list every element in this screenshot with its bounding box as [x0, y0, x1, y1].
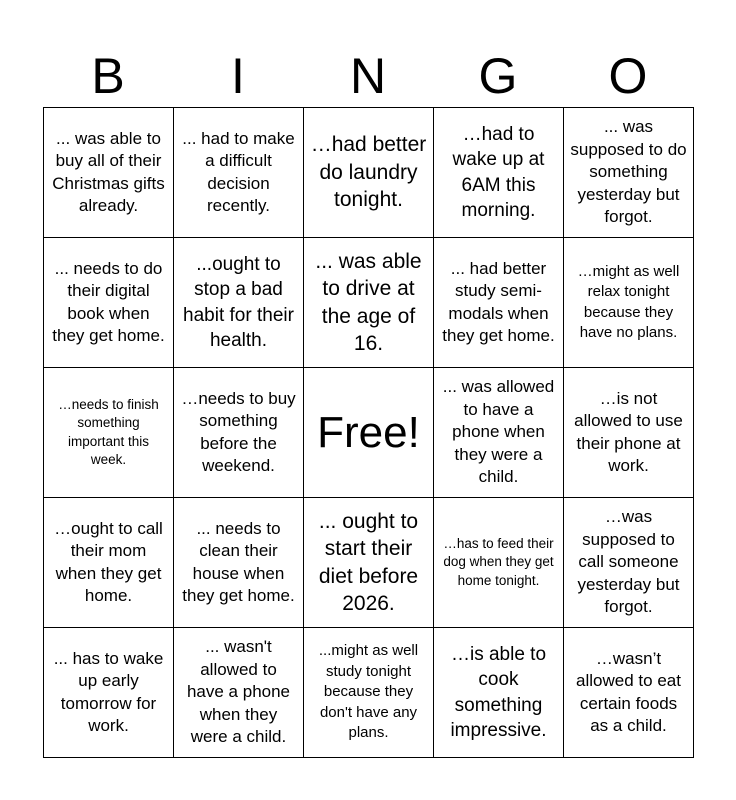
header-letter-b: B: [91, 48, 125, 104]
bingo-cell-text: ... was supposed to do something yesterday but forgot.: [570, 117, 687, 227]
bingo-cell-text: …had to wake up at 6AM this morning.: [452, 123, 545, 221]
bingo-cell-r4-c4: [434, 498, 564, 628]
bingo-cell-text: …is able to cook something impressive.: [450, 643, 547, 741]
bingo-cell-text: …is not allowed to use their phone at work.: [574, 388, 683, 475]
free-space-text: Free!: [317, 407, 420, 457]
bingo-cell-text: ... had better study semi-modals when they get home.: [442, 258, 555, 345]
bingo-cell-r2-c2: [174, 238, 304, 368]
header-letter-i: I: [231, 48, 245, 104]
bingo-cell-text: ... has to wake up early tomorrow for work.: [53, 648, 164, 735]
bingo-header: [43, 46, 693, 106]
bingo-cell-text: ... needs to do their digital book when they get home.: [52, 258, 165, 345]
bingo-cell-text: ... ought to start their diet before 2026.: [318, 509, 419, 615]
bingo-cell-text: ... needs to clean their house when they get home.: [182, 518, 295, 605]
bingo-cell-text: ...might as well study tonight because they don't have any plans.: [318, 642, 419, 742]
bingo-cell-text: ... was able to buy all of their Christmas gifts already.: [52, 128, 165, 215]
bingo-cell-text: …was supposed to call someone yesterday but forgot.: [577, 507, 680, 617]
bingo-cell-r5-c3: [304, 628, 434, 758]
bingo-cell-text: …needs to buy something before the weekend.: [181, 388, 296, 475]
bingo-cell-text: …needs to finish something important this week.: [58, 396, 159, 467]
bingo-cell-r5-c4: [434, 628, 564, 758]
bingo-cell-r3-c4: [434, 368, 564, 498]
bingo-cell-r3-c1: [44, 368, 174, 498]
header-letter-g: G: [478, 48, 518, 104]
bingo-cell-r5-c2: [174, 628, 304, 758]
bingo-cell-r1-c2: [174, 108, 304, 238]
bingo-cell-r1-c3: [304, 108, 434, 238]
bingo-cell-r1-c1: [44, 108, 174, 238]
header-letter-n: N: [349, 48, 387, 104]
bingo-cell-text: …might as well relax tonight because they have no plans.: [577, 262, 680, 341]
bingo-cell-text: …ought to call their mom when they get home.: [54, 518, 163, 605]
bingo-cell-r2-c3: [304, 238, 434, 368]
bingo-cell-r4-c3: [304, 498, 434, 628]
bingo-cell-r5-c5: [564, 628, 694, 758]
bingo-cell-r1-c5: [564, 108, 694, 238]
bingo-cell-text: …has to feed their dog when they get home tonight.: [443, 535, 554, 588]
header-letter-o: O: [608, 48, 648, 104]
bingo-cell-r4-c1: [44, 498, 174, 628]
bingo-cell-text: ... was allowed to have a phone when they were a child.: [442, 377, 555, 487]
bingo-cell-text: ... had to make a difficult decision recently.: [182, 128, 295, 215]
bingo-cell-r4-c5: [564, 498, 694, 628]
bingo-cell-r2-c4: [434, 238, 564, 368]
bingo-cell-r2-c1: [44, 238, 174, 368]
bingo-cell-text: ...ought to stop a bad habit for their health.: [183, 253, 294, 351]
bingo-grid: [43, 107, 694, 758]
bingo-cell-text: …wasn’t allowed to eat certain foods as a child.: [576, 648, 681, 735]
bingo-cell-r3-c5: [564, 368, 694, 498]
bingo-cell-text: …had better do laundry tonight.: [310, 133, 427, 212]
bingo-cell-text: ... wasn't allowed to have a phone when they were a child.: [186, 637, 291, 747]
bingo-cell-r4-c2: [174, 498, 304, 628]
bingo-cell-r5-c1: [44, 628, 174, 758]
bingo-cell-r1-c4: [434, 108, 564, 238]
bingo-cell-free: [304, 368, 434, 498]
bingo-cell-r3-c2: [174, 368, 304, 498]
bingo-cell-r2-c5: [564, 238, 694, 368]
bingo-cell-text: ... was able to drive at the age of 16.: [315, 249, 422, 355]
